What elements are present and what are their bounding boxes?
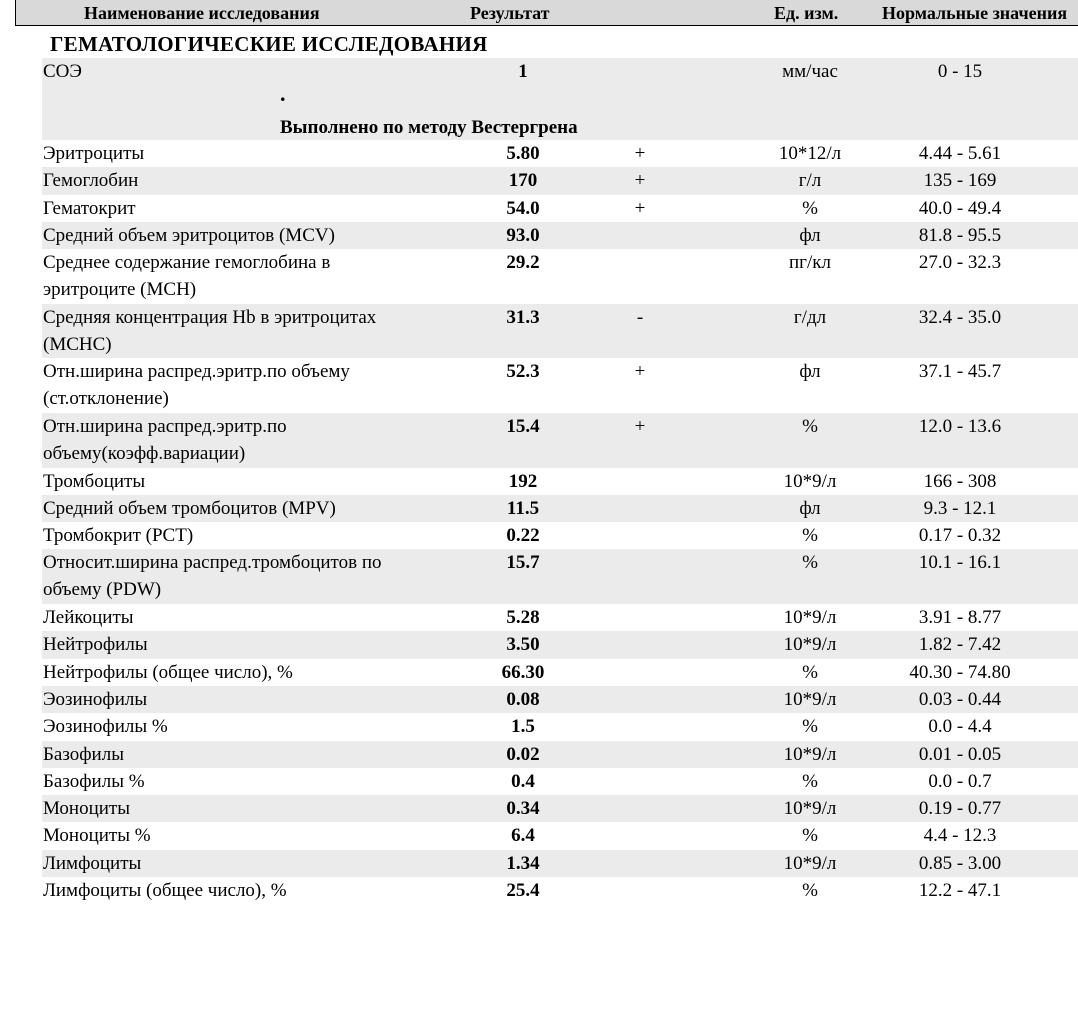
row-norm: 0 - 15 bbox=[937, 61, 983, 82]
row-norm: 0.17 - 0.32 bbox=[918, 525, 1002, 547]
row-name: Среднее содержание гемоглобина в эритроците (MCH) bbox=[43, 252, 331, 301]
row-result: 93.0 bbox=[506, 224, 540, 246]
table-row bbox=[42, 304, 1078, 359]
row-unit: % bbox=[802, 880, 818, 902]
row-unit: мм/час bbox=[782, 61, 838, 82]
table-row bbox=[42, 713, 1078, 740]
row-name: Отн.ширина распред.эритр.по объему (ст.отклонение) bbox=[43, 361, 350, 410]
row-result: 52.3 bbox=[506, 361, 540, 383]
section-title: ГЕМАТОЛОГИЧЕСКИЕ ИССЛЕДОВАНИЯ bbox=[50, 32, 488, 56]
row-norm: 0.0 - 4.4 bbox=[928, 716, 992, 738]
row-unit: 10*9/л bbox=[783, 634, 837, 656]
header-unit: Ед. изм. bbox=[774, 3, 839, 23]
row-flag: + bbox=[634, 361, 646, 383]
header-name: Наименование исследования bbox=[84, 3, 320, 23]
row-name: Эритроциты bbox=[43, 143, 145, 164]
row-flag: + bbox=[634, 415, 646, 437]
method-dot: . bbox=[280, 81, 286, 106]
row-flag: - bbox=[636, 306, 644, 328]
row-name: Эозинофилы % bbox=[43, 716, 168, 738]
row-name: Тромбоциты bbox=[43, 470, 146, 492]
row-result: 1.5 bbox=[511, 716, 535, 738]
row-name: Отн.ширина распред.эритр.по объему(коэфф.вариации) bbox=[43, 415, 287, 464]
row-norm: 4.44 - 5.61 bbox=[918, 143, 1002, 164]
row-name: Лимфоциты (общее число), % bbox=[43, 880, 287, 902]
table-row bbox=[42, 222, 1078, 249]
row-norm: 0.0 - 0.7 bbox=[928, 770, 992, 792]
row-norm: 10.1 - 16.1 bbox=[918, 552, 1002, 574]
row-unit: фл bbox=[799, 224, 821, 246]
row-unit: % bbox=[802, 825, 818, 847]
row-norm: 3.91 - 8.77 bbox=[918, 607, 1002, 629]
table-row bbox=[42, 850, 1078, 877]
header-norm: Нормальные значения bbox=[882, 3, 1068, 23]
row-norm: 1.82 - 7.42 bbox=[918, 634, 1002, 656]
row-unit: % bbox=[802, 552, 818, 574]
row-norm: 0.03 - 0.44 bbox=[918, 688, 1002, 710]
table-row-soe bbox=[42, 58, 1078, 140]
row-result: 1.34 bbox=[506, 852, 540, 874]
table-row bbox=[42, 522, 1078, 549]
table-row bbox=[42, 413, 1078, 468]
row-norm: 81.8 - 95.5 bbox=[918, 224, 1002, 246]
row-result: 15.4 bbox=[506, 415, 540, 437]
row-result: 0.34 bbox=[506, 798, 540, 820]
table-row bbox=[42, 549, 1078, 604]
row-unit: % bbox=[802, 770, 818, 792]
table-row bbox=[42, 495, 1078, 522]
row-result: 31.3 bbox=[506, 306, 540, 328]
table-row bbox=[42, 604, 1078, 631]
table-row bbox=[42, 877, 1078, 904]
row-unit: % bbox=[802, 415, 818, 437]
table-row bbox=[42, 768, 1078, 795]
row-norm: 166 - 308 bbox=[923, 470, 997, 492]
row-result: 6.4 bbox=[511, 825, 535, 847]
row-name: СОЭ bbox=[43, 61, 82, 82]
row-flag: + bbox=[634, 170, 646, 192]
row-name: Средняя концентрация Hb в эритроцитах (MCHC) bbox=[43, 306, 377, 355]
row-result: 0.02 bbox=[506, 743, 540, 765]
row-result: 192 bbox=[508, 470, 538, 492]
table-row bbox=[42, 659, 1078, 686]
row-name: Моноциты % bbox=[43, 825, 151, 847]
row-name: Эозинофилы bbox=[43, 688, 148, 710]
row-result: 5.80 bbox=[506, 143, 540, 164]
row-name: Гематокрит bbox=[43, 197, 136, 219]
row-unit: % bbox=[802, 197, 818, 219]
table-row bbox=[42, 631, 1078, 658]
row-result: 0.22 bbox=[506, 525, 540, 547]
row-norm: 9.3 - 12.1 bbox=[923, 497, 997, 519]
row-name: Лейкоциты bbox=[43, 607, 134, 629]
row-name: Моноциты bbox=[43, 798, 130, 820]
row-unit: % bbox=[802, 661, 818, 683]
row-unit: 10*9/л bbox=[783, 607, 837, 629]
row-unit: 10*9/л bbox=[783, 688, 837, 710]
row-norm: 0.19 - 0.77 bbox=[918, 798, 1002, 820]
row-unit: пг/кл bbox=[789, 252, 831, 274]
table-row bbox=[42, 822, 1078, 849]
row-unit: % bbox=[802, 716, 818, 738]
table-row bbox=[42, 795, 1078, 822]
row-unit: г/л bbox=[798, 170, 822, 192]
row-norm: 27.0 - 32.3 bbox=[918, 252, 1002, 274]
table-row bbox=[42, 358, 1078, 413]
row-norm: 12.0 - 13.6 bbox=[918, 415, 1002, 437]
table-row bbox=[42, 167, 1078, 194]
row-name: Относит.ширина распред.тромбоцитов по объему (PDW) bbox=[43, 552, 382, 601]
row-result: 0.4 bbox=[511, 770, 535, 792]
row-norm: 40.30 - 74.80 bbox=[909, 661, 1011, 683]
row-name: Нейтрофилы (общее число), % bbox=[43, 661, 293, 683]
row-name: Тромбокрит (PCT) bbox=[43, 525, 194, 547]
row-name: Средний объем эритроцитов (MCV) bbox=[43, 224, 335, 246]
row-result: 66.30 bbox=[501, 661, 545, 683]
row-result: 0.08 bbox=[506, 688, 540, 710]
table-row bbox=[42, 686, 1078, 713]
header-result: Результат bbox=[470, 3, 550, 23]
row-norm: 0.85 - 3.00 bbox=[918, 852, 1002, 874]
row-name: Лимфоциты bbox=[43, 852, 142, 874]
row-result: 11.5 bbox=[506, 497, 540, 519]
method-note: Выполнено по методу Вестергрена bbox=[280, 117, 578, 138]
row-unit: 10*12/л bbox=[778, 143, 842, 164]
row-unit: 10*9/л bbox=[783, 743, 837, 765]
table-row bbox=[42, 140, 1078, 167]
row-name: Базофилы % bbox=[43, 770, 145, 792]
row-unit: 10*9/л bbox=[783, 798, 837, 820]
row-unit: 10*9/л bbox=[783, 852, 837, 874]
row-norm: 32.4 - 35.0 bbox=[918, 306, 1002, 328]
row-result: 3.50 bbox=[506, 634, 540, 656]
row-result: 54.0 bbox=[506, 197, 540, 219]
row-norm: 40.0 - 49.4 bbox=[918, 197, 1002, 219]
row-result: 29.2 bbox=[506, 252, 540, 274]
row-name: Нейтрофилы bbox=[43, 634, 148, 656]
results-table bbox=[42, 58, 1078, 904]
table-row bbox=[42, 195, 1078, 222]
row-norm: 37.1 - 45.7 bbox=[918, 361, 1002, 383]
row-unit: фл bbox=[799, 361, 821, 383]
table-row bbox=[42, 249, 1078, 304]
table-row bbox=[42, 741, 1078, 768]
row-unit: % bbox=[802, 525, 818, 547]
row-result: 15.7 bbox=[506, 552, 540, 574]
row-result: 170 bbox=[508, 170, 538, 192]
row-result: 5.28 bbox=[506, 607, 540, 629]
row-unit: г/дл bbox=[793, 306, 827, 328]
row-result: 1 bbox=[518, 61, 528, 82]
row-unit: 10*9/л bbox=[783, 470, 837, 492]
row-norm: 4.4 - 12.3 bbox=[923, 825, 997, 847]
row-unit: фл bbox=[799, 497, 821, 519]
table-row bbox=[42, 468, 1078, 495]
table-header bbox=[15, 0, 1078, 26]
row-flag: + bbox=[634, 143, 646, 164]
row-norm: 135 - 169 bbox=[923, 170, 997, 192]
row-norm: 12.2 - 47.1 bbox=[918, 880, 1002, 902]
row-flag: + bbox=[634, 197, 646, 219]
row-result: 25.4 bbox=[506, 880, 540, 902]
row-name: Гемоглобин bbox=[43, 170, 139, 192]
row-name: Базофилы bbox=[43, 743, 124, 765]
row-name: Средний объем тромбоцитов (MPV) bbox=[43, 497, 336, 519]
row-norm: 0.01 - 0.05 bbox=[918, 743, 1002, 765]
